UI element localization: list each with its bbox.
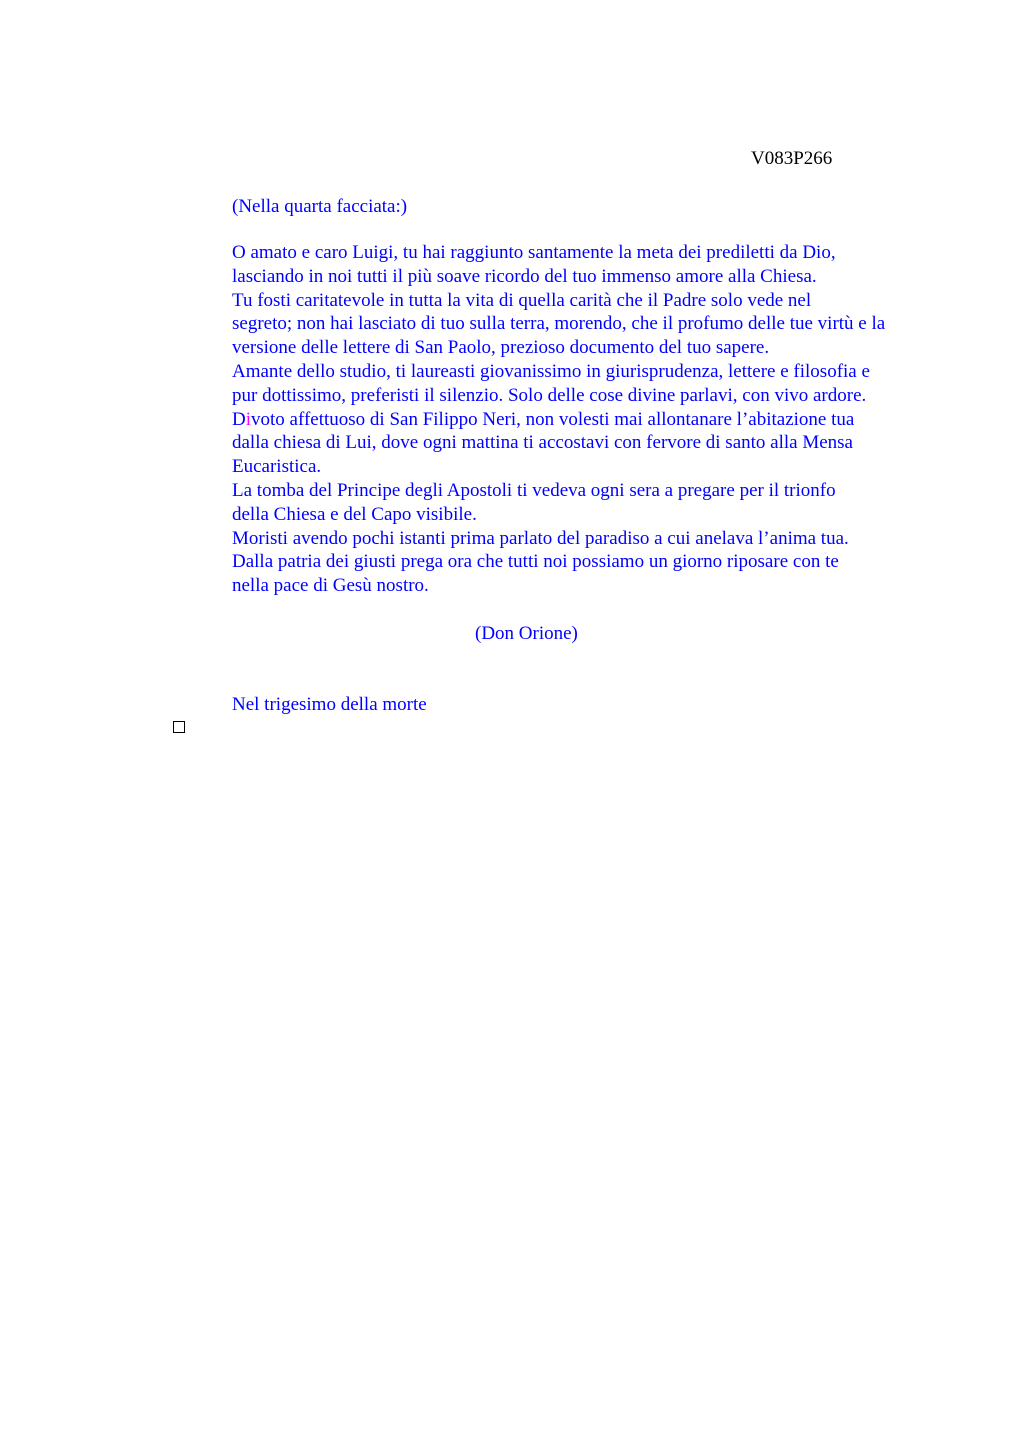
text-line (171, 408, 931, 432)
text-line: Tu fosti caritatevole in tutta la vita di quella carità che il Padre solo vede nel (232, 289, 812, 311)
paragraph (171, 408, 931, 479)
end-marker-square-icon (173, 721, 185, 733)
text-line: nella pace di Gesù nostro. (232, 575, 429, 597)
text-line: Eucaristica. (232, 456, 322, 478)
paragraph (171, 527, 931, 551)
paragraph (171, 360, 931, 408)
text-line: dalla chiesa di Lui, dove ogni mattina ti accostavi con fervore di santo alla Mensa (232, 432, 853, 454)
closing-note: Nel trigesimo della morte (232, 694, 427, 715)
paragraph (171, 241, 931, 289)
text-line: Dalla patria dei giusti prega ora che tutti noi possiamo un giorno riposare con te (232, 551, 839, 573)
signature: (Don Orione) (475, 623, 578, 644)
line-remainder: voto affettuoso di San Filippo Neri, non volesti mai allontanare l’abitazione tua (251, 408, 855, 430)
text-line: pur dottissimo, preferisti il silenzio. Solo delle cose divine parlavi, con vivo ardore. (232, 384, 867, 406)
section-heading: (Nella quarta facciata:) (232, 196, 408, 217)
text-line: La tomba del Principe degli Apostoli ti vedeva ogni sera a pregare per il trionfo (232, 479, 836, 501)
text-line: della Chiesa e del Capo visibile. (232, 503, 477, 525)
first-letter: D (232, 408, 246, 430)
highlighted-letter: i (245, 408, 252, 430)
text-line: segreto; non hai lasciato di tuo sulla terra, morendo, che il profumo delle tue virtù e la (232, 313, 886, 335)
text-line: lasciando in noi tutti il più soave ricordo del tuo immenso amore alla Chiesa. (232, 265, 817, 287)
text-line: versione delle lettere di San Paolo, prezioso documento del tuo sapere. (232, 337, 770, 359)
paragraph (171, 550, 931, 598)
text-line: Amante dello studio, ti laureasti giovanissimo in giurisprudenza, lettere e filosofia e (232, 360, 870, 382)
body-text (171, 241, 931, 598)
paragraph (171, 289, 931, 360)
page-identifier: V083P266 (751, 148, 833, 169)
text-line: Moristi avendo pochi istanti prima parlato del paradiso a cui anelava l’anima tua. (232, 527, 849, 549)
paragraph (171, 479, 931, 527)
text-line: O amato e caro Luigi, tu hai raggiunto santamente la meta dei prediletti da Dio, (232, 242, 836, 263)
